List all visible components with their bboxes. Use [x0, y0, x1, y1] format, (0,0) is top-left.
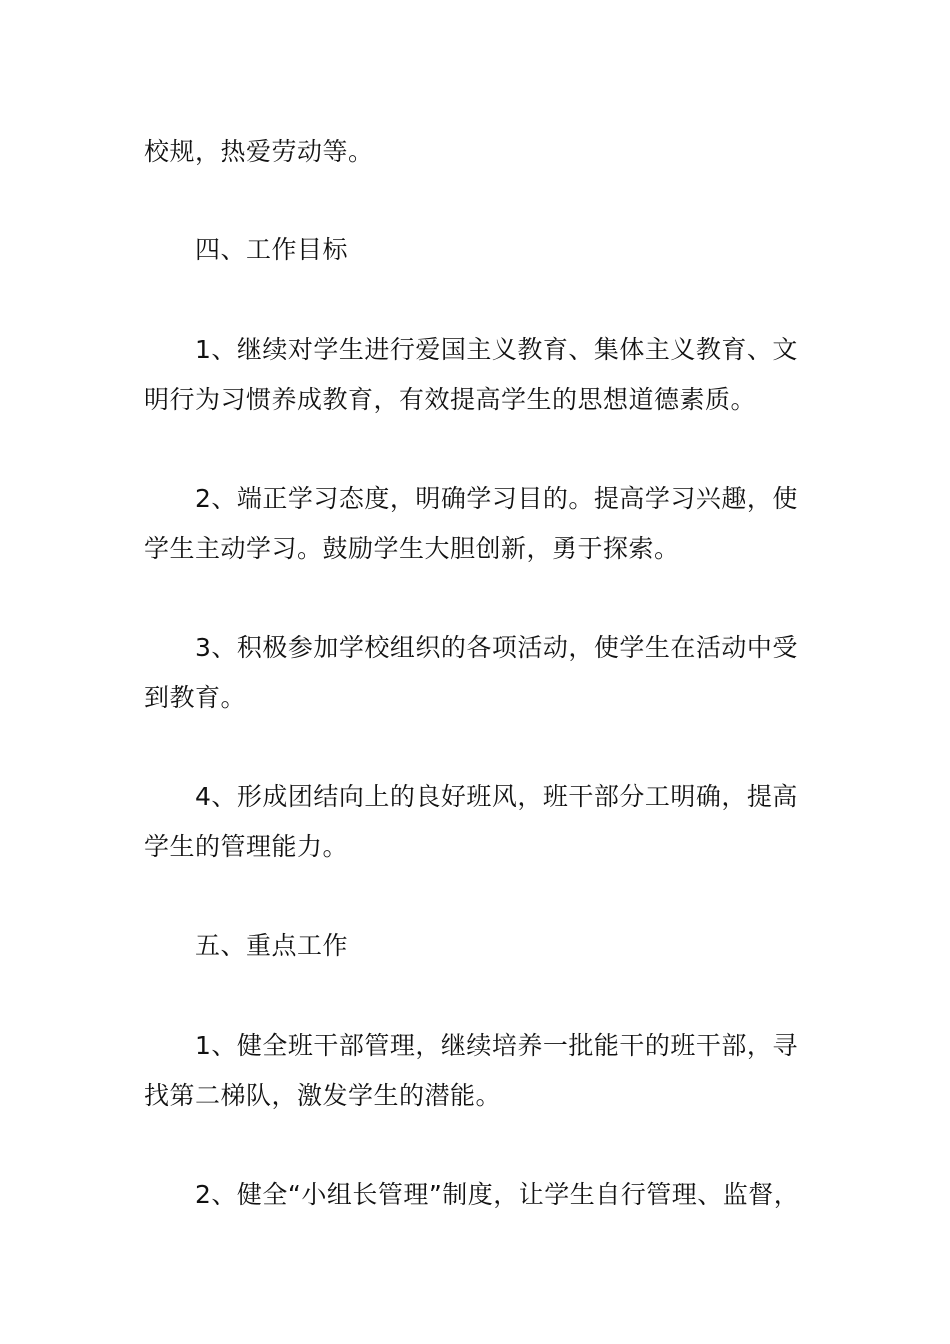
goal-item-3-line-2: 到教育。: [144, 683, 247, 712]
goal-item-2-line-1: 2、端正学习态度，明确学习目的。提高学习兴趣，使: [195, 484, 798, 513]
paragraph-continuation-line: 校规，热爱劳动等。: [144, 137, 374, 166]
work-item-1-line-1: 1、健全班干部管理，继续培养一批能干的班干部，寻: [195, 1031, 798, 1060]
section-heading-key-work: 五、重点工作: [195, 931, 349, 960]
goal-item-3-line-1: 3、积极参加学校组织的各项活动，使学生在活动中受: [195, 633, 798, 662]
goal-item-1-line-1: 1、继续对学生进行爱国主义教育、集体主义教育、文: [195, 335, 798, 364]
goal-item-4-line-2: 学生的管理能力。: [144, 832, 349, 861]
goal-item-1-line-2: 明行为习惯养成教育，有效提高学生的思想道德素质。: [144, 385, 757, 414]
goal-item-2-line-2: 学生主动学习。鼓励学生大胆创新，勇于探索。: [144, 534, 680, 563]
work-item-2-line-1: 2、健全“小组长管理”制度，让学生自行管理、监督，: [195, 1180, 800, 1209]
goal-item-4-line-1: 4、形成团结向上的良好班风，班干部分工明确，提高: [195, 782, 798, 811]
work-item-1-line-2: 找第二梯队，激发学生的潜能。: [144, 1081, 502, 1110]
section-heading-work-goals: 四、工作目标: [195, 235, 349, 264]
